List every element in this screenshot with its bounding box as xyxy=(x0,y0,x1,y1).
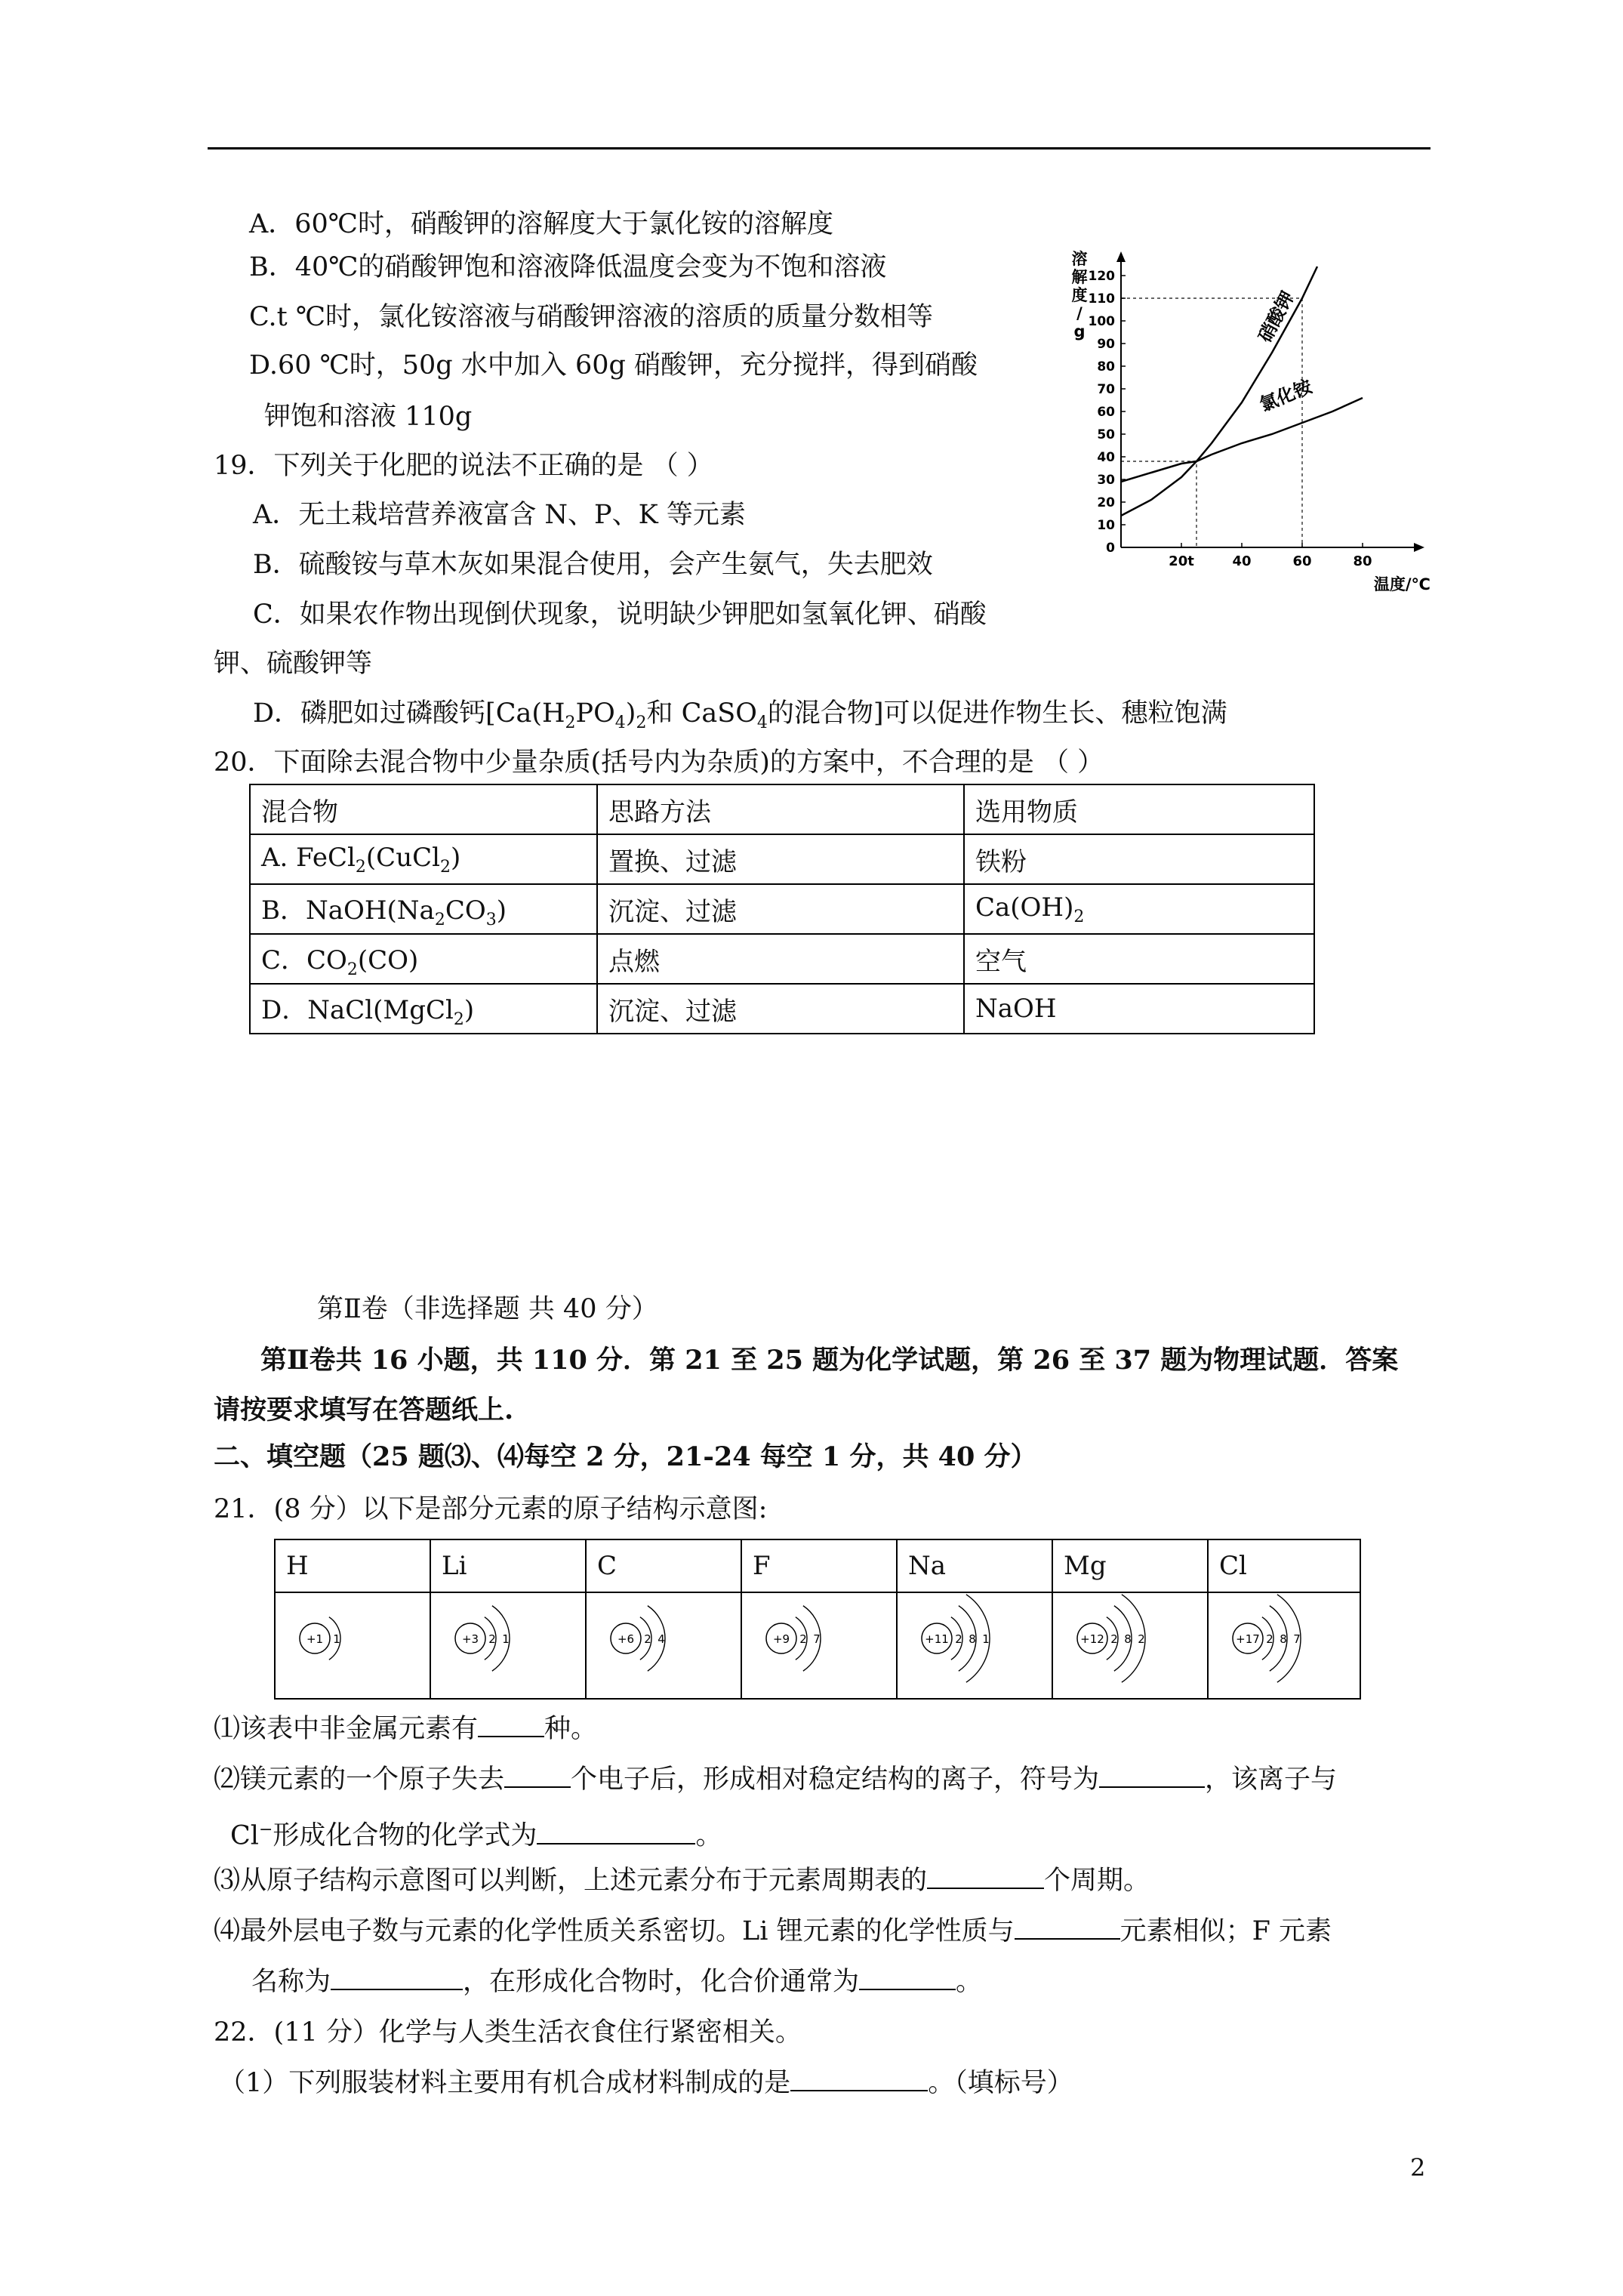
y-axis-label-char: 解 xyxy=(1071,268,1088,286)
answer-blank[interactable] xyxy=(331,1966,463,1990)
shell-electron-count: 8 xyxy=(1280,1632,1287,1646)
shell-electron-count: 1 xyxy=(982,1632,990,1646)
table-cell: 沉淀、过滤 xyxy=(597,884,964,934)
q19-option-d: D．磷肥如过磷酸钙[$Ca(H_2PO_4)_2$和 CaSO$_4$的混合物]可以促进作物生长、穗粒饱满 xyxy=(253,698,1227,732)
element-cell: Na xyxy=(897,1539,1052,1592)
y-tick-label: 70 xyxy=(1097,382,1115,397)
q21-part3: ⑶从原子结构示意图可以判断，上述元素分布于元素周期表的 个周期。 xyxy=(214,1866,1150,1896)
table-row xyxy=(250,834,1314,884)
q19-stem: 19．下列关于化肥的说法不正确的是 （ ） xyxy=(214,451,713,481)
element-cell: F xyxy=(741,1539,897,1592)
element-cell: Li xyxy=(430,1539,586,1592)
atom-diagram-cell xyxy=(430,1592,586,1699)
q19-option-a: A．无土栽培营养液富含 N、P、K 等元素 xyxy=(253,500,746,530)
answer-blank[interactable] xyxy=(537,1820,695,1845)
table-cell: 铁粉 xyxy=(964,834,1314,884)
q22-part1: （1）下列服装材料主要用有机合成材料制成的是 。（填标号） xyxy=(219,2068,1073,2098)
q20-table xyxy=(249,784,1315,1034)
y-tick-label: 100 xyxy=(1088,314,1115,329)
q19-option-c: C．如果农作物出现倒伏现象，说明缺少钾肥如氢氧化钾、硝酸 xyxy=(253,599,987,630)
answer-blank[interactable] xyxy=(1015,1915,1120,1940)
y-tick-label: 60 xyxy=(1097,405,1115,420)
q21-part1: ⑴该表中非金属元素有 种。 xyxy=(214,1714,598,1744)
table-cell: 空气 xyxy=(964,934,1314,984)
atom-diagram xyxy=(898,1593,1049,1691)
y-tick-label: 10 xyxy=(1097,518,1115,533)
q22-stem: 22．(11 分）化学与人类生活衣食住行紧密相关。 xyxy=(214,2017,802,2048)
atom-diagram xyxy=(431,1593,582,1691)
y-tick-label: 40 xyxy=(1097,450,1115,465)
element-cell: Cl xyxy=(1208,1539,1360,1592)
q21-table xyxy=(274,1539,1361,1700)
nucleus-charge: +6 xyxy=(617,1632,635,1646)
shell-electron-count: 2 xyxy=(488,1632,496,1646)
solubility-chart xyxy=(1057,245,1434,600)
shell-electron-count: 2 xyxy=(1138,1632,1145,1646)
answer-blank[interactable] xyxy=(927,1865,1044,1889)
table-cell: B．$NaOH(Na_2CO_3)$ xyxy=(250,884,597,934)
table-cell: 点燃 xyxy=(597,934,964,984)
table-cell: $Ca(OH)_2$ xyxy=(964,884,1314,934)
nucleus-charge: +1 xyxy=(306,1632,324,1646)
y-tick-label: 120 xyxy=(1088,269,1115,284)
atom-diagram-cell xyxy=(741,1592,897,1699)
q20-header-cell: 选用物质 xyxy=(964,784,1314,834)
x-tick-label: 20t xyxy=(1169,553,1194,569)
atom-diagram xyxy=(742,1593,893,1691)
header-rule xyxy=(208,147,1431,149)
answer-blank[interactable] xyxy=(790,2067,928,2091)
q21-element-row xyxy=(275,1539,1360,1592)
atom-diagram-cell xyxy=(1052,1592,1208,1699)
chart-labels xyxy=(1072,250,1431,593)
y-tick-label: 90 xyxy=(1097,337,1115,352)
answer-blank[interactable] xyxy=(504,1764,571,1788)
atom-diagram xyxy=(1053,1593,1204,1691)
element-cell: H xyxy=(275,1539,430,1592)
y-tick-label: 110 xyxy=(1088,291,1115,307)
q21-stem: 21．(8 分）以下是部分元素的原子结构示意图: xyxy=(214,1494,768,1524)
atom-diagram-cell xyxy=(897,1592,1052,1699)
shell-electron-count: 2 xyxy=(1110,1632,1118,1646)
table-cell: 置换、过滤 xyxy=(597,834,964,884)
shell-electron-count: 7 xyxy=(813,1632,821,1646)
nucleus-charge: +11 xyxy=(925,1632,949,1646)
shell-electron-count: 8 xyxy=(1124,1632,1132,1646)
shell-electron-count: 1 xyxy=(502,1632,510,1646)
y-axis-label-char: g xyxy=(1073,322,1086,341)
nucleus-charge: +3 xyxy=(461,1632,479,1646)
q18-option-b: B．40℃的硝酸钾饱和溶液降低温度会变为不饱和溶液 xyxy=(249,252,887,282)
q19-option-c-cont: 钾、硫酸钾等 xyxy=(214,649,373,679)
atom-diagram-cell xyxy=(586,1592,741,1699)
nucleus-charge: +17 xyxy=(1236,1632,1260,1646)
element-cell: C xyxy=(586,1539,741,1592)
q18-option-a: A．60℃时，硝酸钾的溶解度大于氯化铵的溶解度 xyxy=(249,209,833,239)
part2-intro-line2: 请按要求填写在答题纸上. xyxy=(214,1395,514,1425)
q20-stem: 20．下面除去混合物中少量杂质(括号内为杂质)的方案中，不合理的是 （ ） xyxy=(214,747,1104,778)
y-axis-label-char: / xyxy=(1076,304,1083,322)
shell-electron-count: 2 xyxy=(799,1632,807,1646)
shell-electron-count: 4 xyxy=(658,1632,665,1646)
shell-electron-count: 8 xyxy=(969,1632,976,1646)
q18-option-c: C.t ℃时，氯化铵溶液与硝酸钾溶液的溶质的质量分数相等 xyxy=(249,302,934,332)
x-tick-label: 40 xyxy=(1232,553,1252,569)
series-label: 硝酸钾 xyxy=(1254,288,1299,346)
q21-part4: ⑷最外层电子数与元素的化学性质关系密切。Li 锂元素的化学性质与 元素相似；F 元素 xyxy=(214,1916,1332,1946)
y-axis-label-char: 度 xyxy=(1071,286,1088,304)
table-cell: D．NaCl(MgCl$_2$) xyxy=(250,984,597,1034)
y-tick-label: 80 xyxy=(1097,359,1115,374)
series-line-ammonium-chloride xyxy=(1121,398,1363,482)
x-axis-arrow xyxy=(1414,543,1424,552)
part2-intro-line1: 第Ⅱ卷共 16 小题，共 110 分．第 21 至 25 题为化学试题，第 26 至 37 题为物理试题．答案 xyxy=(260,1345,1399,1376)
y-tick-label: 0 xyxy=(1106,541,1115,556)
shell-electron-count: 2 xyxy=(1266,1632,1273,1646)
answer-blank[interactable] xyxy=(478,1713,544,1737)
shell-electron-count: 7 xyxy=(1293,1632,1301,1646)
atom-diagram xyxy=(276,1593,427,1691)
q20-header-row xyxy=(250,784,1314,834)
y-tick-label: 30 xyxy=(1097,473,1115,488)
table-cell: A. FeCl$_2$(CuCl$_2$) xyxy=(250,834,597,884)
x-tick-label: 60 xyxy=(1292,553,1312,569)
y-tick-label: 50 xyxy=(1097,427,1115,442)
atom-diagram-cell xyxy=(1208,1592,1360,1699)
q20-header-cell: 混合物 xyxy=(250,784,597,834)
atom-diagram xyxy=(587,1593,738,1691)
nucleus-charge: +9 xyxy=(772,1632,790,1646)
q20-header-cell: 思路方法 xyxy=(597,784,964,834)
q21-part4-cont: 名称为 ，在形成化合物时，化合价通常为 。 xyxy=(251,1967,983,1997)
q18-option-d: D.60 ℃时，50g 水中加入 60g 硝酸钾，充分搅拌，得到硝酸 xyxy=(249,350,978,381)
answer-blank[interactable] xyxy=(859,1966,956,1990)
nucleus-charge: +12 xyxy=(1080,1632,1104,1646)
section-heading: 二、填空题（25 题⑶、⑷每空 2 分，21-24 每空 1 分，共 40 分） xyxy=(214,1441,1037,1472)
chart-series xyxy=(1121,267,1363,516)
part2-title: 第Ⅱ卷（非选择题 共 40 分） xyxy=(317,1294,658,1324)
shell-electron-count: 2 xyxy=(955,1632,962,1646)
q21-part2: ⑵镁元素的一个原子失去 个电子后，形成相对稳定结构的离子，符号为 ，该离子与 xyxy=(214,1764,1338,1795)
y-axis-label-char: 溶 xyxy=(1071,250,1088,268)
y-tick-label: 20 xyxy=(1097,495,1115,510)
table-row xyxy=(250,934,1314,984)
table-row xyxy=(250,884,1314,934)
answer-blank[interactable] xyxy=(1099,1764,1205,1788)
q19-option-b: B．硫酸铵与草木灰如果混合使用，会产生氨气，失去肥效 xyxy=(253,550,933,580)
element-cell: Mg xyxy=(1052,1539,1208,1592)
q21-part2-cont: Cl−形成化合物的化学式为 。 xyxy=(230,1820,722,1851)
table-cell: 沉淀、过滤 xyxy=(597,984,964,1034)
shell-electron-count: 2 xyxy=(644,1632,651,1646)
q21-diagram-row xyxy=(275,1592,1360,1699)
series-label: 氯化铵 xyxy=(1256,375,1316,416)
table-cell: C．$CO_2(CO)$ xyxy=(250,934,597,984)
table-cell: NaOH xyxy=(964,984,1314,1034)
y-axis-arrow xyxy=(1116,251,1126,262)
page-number: 2 xyxy=(1410,2153,1426,2182)
shell-electron-count: 1 xyxy=(333,1632,340,1646)
table-row xyxy=(250,984,1314,1034)
atom-diagram xyxy=(1209,1593,1360,1691)
atom-diagram-cell xyxy=(275,1592,430,1699)
q18-option-d-cont: 钾饱和溶液 110g xyxy=(264,402,473,432)
x-tick-label: 80 xyxy=(1353,553,1372,569)
x-axis-label: 温度/℃ xyxy=(1373,575,1431,593)
